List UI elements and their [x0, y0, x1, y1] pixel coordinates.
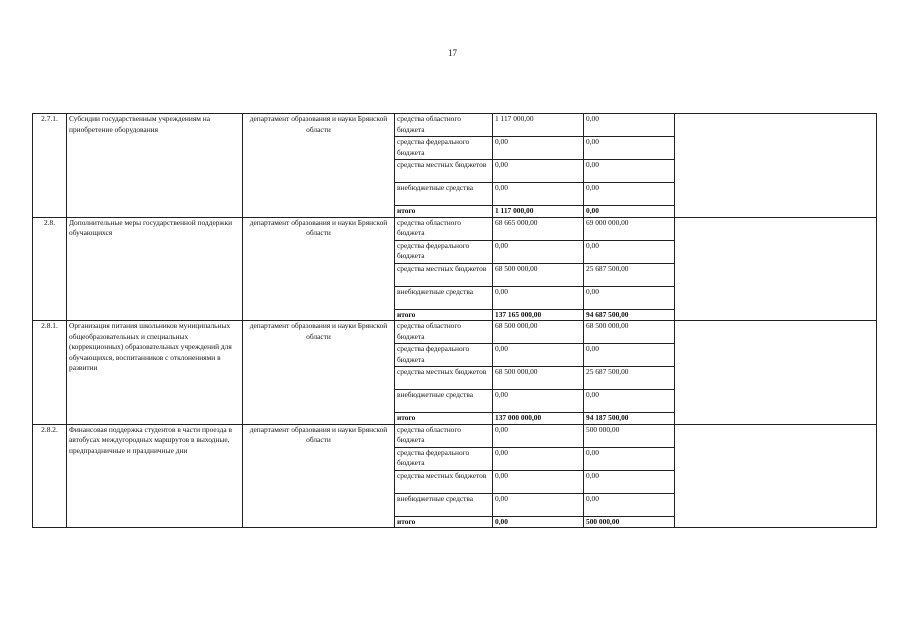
funding-source: внебюджетные средства — [395, 286, 493, 309]
funding-source: средства областного бюджета — [395, 114, 493, 137]
amount-year-1: 0,00 — [493, 493, 584, 516]
total-year-2: 94 687 500,00 — [584, 309, 675, 321]
amount-year-1: 0,00 — [493, 424, 584, 447]
funding-source: средства местных бюджетов — [395, 160, 493, 183]
amount-year-2: 25 687 500,00 — [584, 263, 675, 286]
amount-year-2: 0,00 — [584, 286, 675, 309]
funding-source: внебюджетные средства — [395, 493, 493, 516]
amount-year-2: 69 000 000,00 — [584, 217, 675, 240]
funding-source: средства местных бюджетов — [395, 470, 493, 493]
funding-source: средства местных бюджетов — [395, 367, 493, 390]
total-label: итого — [395, 413, 493, 425]
amount-year-2: 68 500 000,00 — [584, 321, 675, 344]
item-number: 2.8.2. — [33, 424, 67, 528]
amount-year-1: 0,00 — [493, 344, 584, 367]
item-name: Финансовая поддержка студентов в части проезда в автобусах междугородных маршрутов в выходные, предпраздничные и праздничные дни — [67, 424, 243, 528]
amount-year-1: 0,00 — [493, 183, 584, 206]
responsible-department: департамент образования и науки Брянской области — [243, 217, 395, 321]
item-number: 2.8.1. — [33, 321, 67, 425]
funding-source: средства федерального бюджета — [395, 240, 493, 263]
empty-column — [675, 217, 877, 321]
amount-year-1: 0,00 — [493, 160, 584, 183]
responsible-department: департамент образования и науки Брянской области — [243, 321, 395, 425]
funding-source: средства областного бюджета — [395, 217, 493, 240]
page-number: 17 — [448, 48, 457, 58]
total-year-2: 0,00 — [584, 206, 675, 218]
budget-table — [32, 113, 877, 528]
table-row — [33, 424, 877, 447]
total-year-2: 500 000,00 — [584, 516, 675, 528]
funding-source: внебюджетные средства — [395, 183, 493, 206]
amount-year-2: 0,00 — [584, 493, 675, 516]
item-name: Дополнительные меры государственной поддержки обучающихся — [67, 217, 243, 321]
total-label: итого — [395, 516, 493, 528]
table-row — [33, 217, 877, 240]
amount-year-1: 0,00 — [493, 286, 584, 309]
total-label: итого — [395, 309, 493, 321]
item-name: Организация питания школьников муниципальных общеобразовательных и специальных (коррекционных) образовательных учреждений для обучающихся, воспитанников с отклонениями в развитии — [67, 321, 243, 425]
total-label: итого — [395, 206, 493, 218]
amount-year-2: 0,00 — [584, 160, 675, 183]
amount-year-2: 0,00 — [584, 390, 675, 413]
total-year-2: 94 187 500,00 — [584, 413, 675, 425]
amount-year-1: 68 665 000,00 — [493, 217, 584, 240]
amount-year-2: 0,00 — [584, 114, 675, 137]
amount-year-1: 0,00 — [493, 447, 584, 470]
table-row — [33, 114, 877, 137]
amount-year-2: 0,00 — [584, 240, 675, 263]
empty-column — [675, 424, 877, 528]
funding-source: средства федерального бюджета — [395, 137, 493, 160]
amount-year-2: 500 000,00 — [584, 424, 675, 447]
amount-year-1: 0,00 — [493, 390, 584, 413]
item-name: Субсидии государственным учреждениям на приобретение оборудования — [67, 114, 243, 218]
amount-year-1: 68 500 000,00 — [493, 321, 584, 344]
responsible-department: департамент образования и науки Брянской области — [243, 424, 395, 528]
item-number: 2.7.1. — [33, 114, 67, 218]
item-number: 2.8. — [33, 217, 67, 321]
funding-source: внебюджетные средства — [395, 390, 493, 413]
amount-year-1: 1 117 000,00 — [493, 114, 584, 137]
funding-source: средства местных бюджетов — [395, 263, 493, 286]
table-row — [33, 321, 877, 344]
amount-year-2: 0,00 — [584, 447, 675, 470]
funding-source: средства областного бюджета — [395, 424, 493, 447]
amount-year-2: 25 687 500,00 — [584, 367, 675, 390]
amount-year-2: 0,00 — [584, 344, 675, 367]
amount-year-1: 68 500 000,00 — [493, 367, 584, 390]
amount-year-1: 0,00 — [493, 240, 584, 263]
amount-year-1: 0,00 — [493, 470, 584, 493]
amount-year-2: 0,00 — [584, 470, 675, 493]
funding-source: средства федерального бюджета — [395, 344, 493, 367]
total-year-1: 137 000 000,00 — [493, 413, 584, 425]
amount-year-2: 0,00 — [584, 183, 675, 206]
funding-source: средства федерального бюджета — [395, 447, 493, 470]
amount-year-2: 0,00 — [584, 137, 675, 160]
amount-year-1: 68 500 000,00 — [493, 263, 584, 286]
empty-column — [675, 321, 877, 425]
responsible-department: департамент образования и науки Брянской области — [243, 114, 395, 218]
total-year-1: 1 117 000,00 — [493, 206, 584, 218]
total-year-1: 0,00 — [493, 516, 584, 528]
empty-column — [675, 114, 877, 218]
total-year-1: 137 165 000,00 — [493, 309, 584, 321]
funding-source: средства областного бюджета — [395, 321, 493, 344]
amount-year-1: 0,00 — [493, 137, 584, 160]
